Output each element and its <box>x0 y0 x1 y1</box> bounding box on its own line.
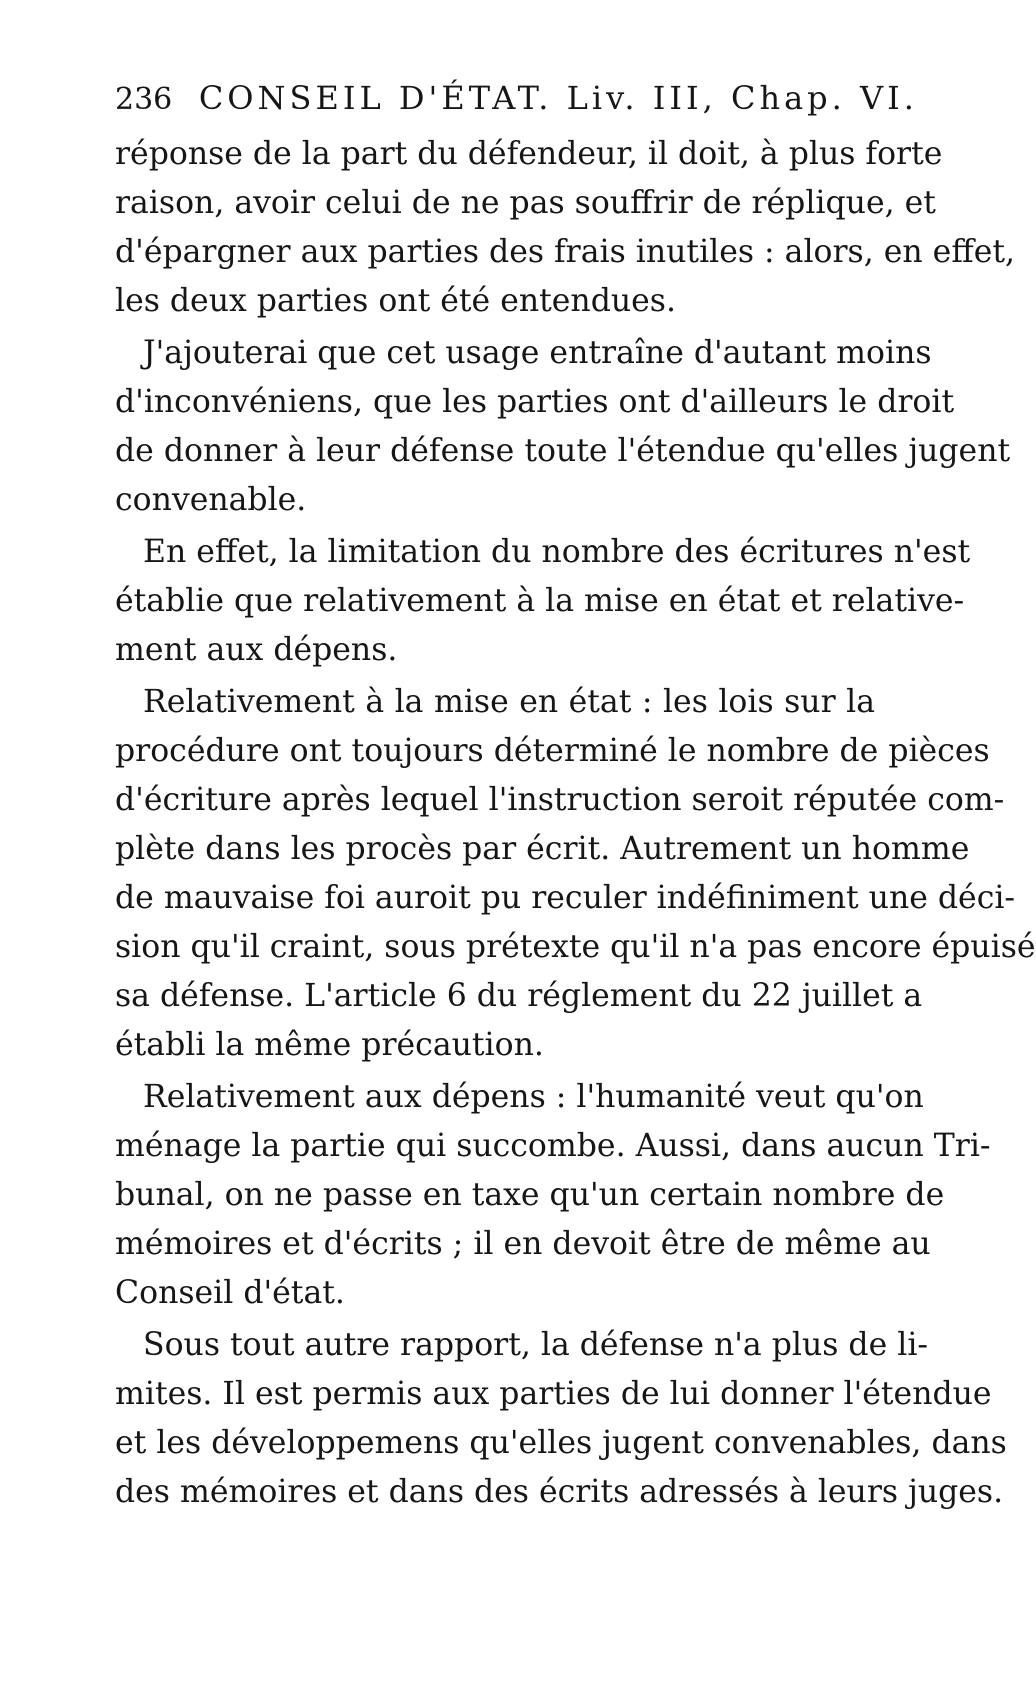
text-line: convenable. <box>115 482 307 518</box>
text-line: ménage la partie qui succombe. Aussi, dans aucun Tri- <box>115 1128 991 1164</box>
text-line: et les développemens qu'elles jugent convenables, dans <box>115 1425 1007 1461</box>
text-line: Conseil d'état. <box>115 1275 345 1311</box>
text-line: des mémoires et dans des écrits adressés à leurs juges. <box>115 1474 1004 1510</box>
text-line: procédure ont toujours déterminé le nombre de pièces <box>115 733 990 769</box>
paragraph <box>115 678 1036 1070</box>
page-header <box>115 78 918 128</box>
paragraph <box>115 528 971 675</box>
text-line: sa défense. L'article 6 du réglement du 22 juillet a <box>115 978 923 1014</box>
page-number: 236 <box>115 82 173 117</box>
text-line: Relativement aux dépens : l'humanité veut qu'on <box>143 1079 924 1115</box>
text-line: mites. Il est permis aux parties de lui donner l'étendue <box>115 1376 992 1412</box>
text-line: ment aux dépens. <box>115 632 398 668</box>
text-line: réponse de la part du défendeur, il doit, à plus forte <box>115 136 943 172</box>
text-line: d'inconvéniens, que les parties ont d'ailleurs le droit <box>115 384 955 420</box>
text-line: Sous tout autre rapport, la défense n'a plus de li- <box>143 1327 929 1363</box>
paragraph <box>115 1073 991 1318</box>
paragraph <box>115 1321 1007 1517</box>
text-line: plète dans les procès par écrit. Autrement un homme <box>115 831 970 867</box>
text-line: En effet, la limitation du nombre des écritures n'est <box>143 534 971 570</box>
text-line: J'ajouterai que cet usage entraîne d'autant moins <box>143 335 932 371</box>
text-line: établi la même précaution. <box>115 1027 544 1063</box>
text-line: Relativement à la mise en état : les lois sur la <box>143 684 875 720</box>
text-line: bunal, on ne passe en taxe qu'un certain nombre de <box>115 1177 945 1213</box>
text-line: établie que relativement à la mise en état et relative- <box>115 583 965 619</box>
paragraph <box>115 130 1016 326</box>
text-line: sion qu'il craint, sous prétexte qu'il n'a pas encore épuisé <box>115 929 1036 965</box>
page-body <box>115 130 1036 1520</box>
text-line: d'épargner aux parties des frais inutiles : alors, en effet, <box>115 234 1016 270</box>
text-line: d'écriture après lequel l'instruction seroit réputée com- <box>115 782 1005 818</box>
text-line: de mauvaise foi auroit pu reculer indéfiniment une déci- <box>115 880 1016 916</box>
text-line: mémoires et d'écrits ; il en devoit être de même au <box>115 1226 931 1262</box>
text-line: les deux parties ont été entendues. <box>115 283 676 319</box>
paragraph <box>115 329 1011 525</box>
text-line: de donner à leur défense toute l'étendue qu'elles jugent <box>115 433 1011 469</box>
running-head: CONSEIL D'ÉTAT. Liv. III, Chap. VI. <box>198 79 918 117</box>
text-line: raison, avoir celui de ne pas souffrir de réplique, et <box>115 185 936 221</box>
